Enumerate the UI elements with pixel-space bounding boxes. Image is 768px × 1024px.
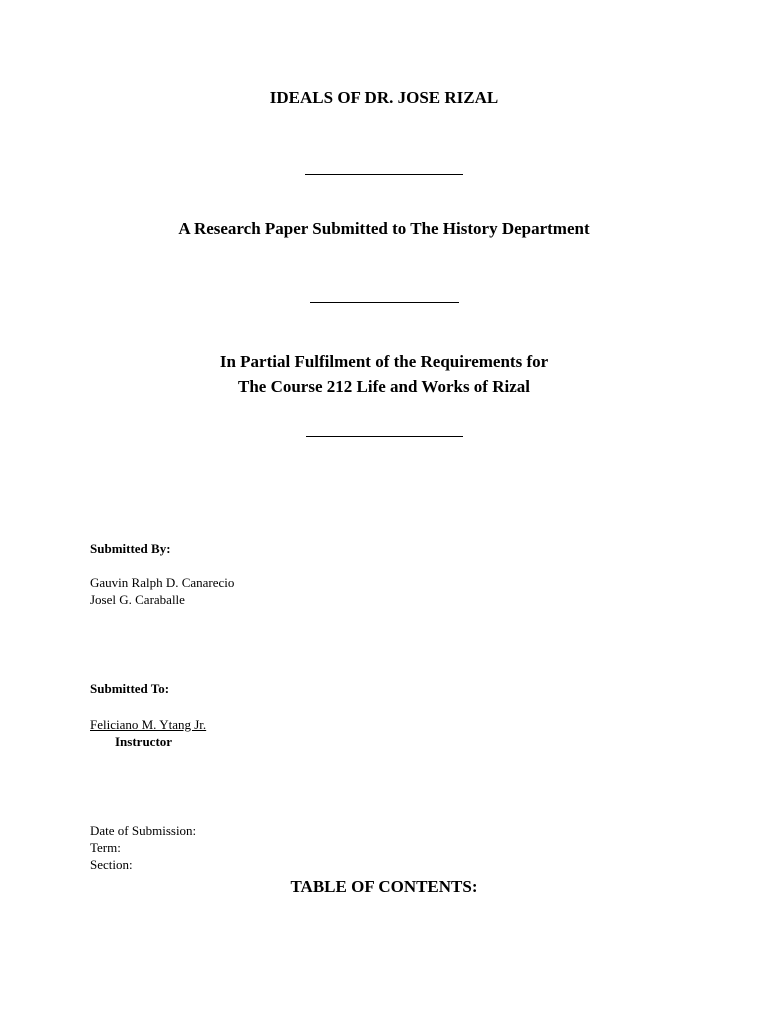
instructor-title: Instructor bbox=[115, 734, 173, 749]
document-subtitle: A Research Paper Submitted to The History Department bbox=[178, 219, 590, 238]
author-list bbox=[90, 574, 234, 608]
separator-line bbox=[306, 436, 463, 437]
submission-details bbox=[90, 822, 196, 873]
author-name: Josel G. Caraballe bbox=[90, 592, 185, 607]
author-name: Gauvin Ralph D. Canarecio bbox=[90, 575, 235, 590]
table-of-contents-heading: TABLE OF CONTENTS: bbox=[290, 877, 478, 896]
requirements-line-1: In Partial Fulfilment of the Requirements for bbox=[219, 352, 549, 371]
document-title: IDEALS OF DR. JOSE RIZAL bbox=[269, 88, 499, 107]
instructor-name: Feliciano M. Ytang Jr. bbox=[90, 717, 207, 732]
section-label: Section: bbox=[90, 857, 133, 872]
separator-line bbox=[310, 302, 459, 303]
submitted-by-label: Submitted By: bbox=[90, 541, 171, 556]
separator-line bbox=[305, 174, 463, 175]
term-label: Term: bbox=[90, 840, 121, 855]
submitted-to-label: Submitted To: bbox=[90, 681, 170, 696]
requirements-statement bbox=[0, 349, 768, 399]
date-of-submission-label: Date of Submission: bbox=[90, 823, 197, 838]
requirements-line-2: The Course 212 Life and Works of Rizal bbox=[237, 377, 530, 396]
